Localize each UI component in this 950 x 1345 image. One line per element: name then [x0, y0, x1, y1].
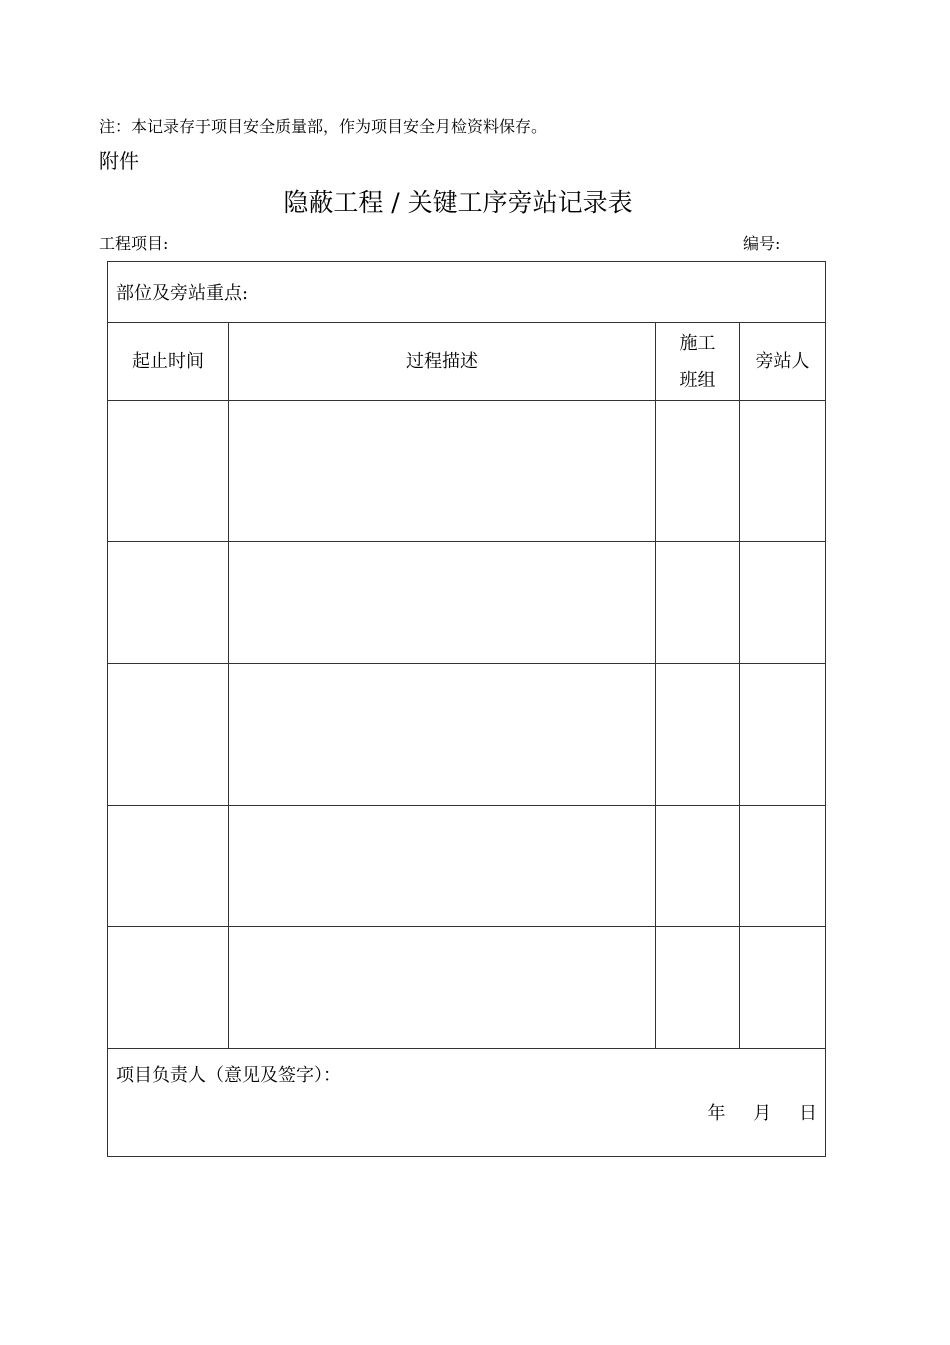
project-label: 工程项目:	[99, 234, 169, 253]
time-cell[interactable]	[108, 664, 229, 806]
team-cell[interactable]	[656, 806, 740, 927]
team-cell[interactable]	[656, 542, 740, 664]
signature-date	[686, 1099, 817, 1125]
time-cell[interactable]	[108, 806, 229, 927]
manager-signature-field[interactable]	[108, 1049, 826, 1157]
time-cell[interactable]	[108, 927, 229, 1049]
table-row	[108, 401, 826, 542]
supervisor-cell[interactable]	[740, 401, 826, 542]
description-cell[interactable]	[229, 664, 656, 806]
table-row	[108, 664, 826, 806]
supervisor-cell[interactable]	[740, 664, 826, 806]
manager-signature-label: 项目负责人（意见及签字）：	[116, 1065, 341, 1086]
supervisor-cell[interactable]	[740, 806, 826, 927]
supervisor-cell[interactable]	[740, 542, 826, 664]
table-row	[108, 927, 826, 1049]
form-title: 隐蔽工程 / 关键工序旁站记录表	[283, 188, 633, 217]
serial-number-label: 编号:	[743, 234, 781, 253]
description-cell[interactable]	[229, 806, 656, 927]
record-table	[107, 261, 826, 1157]
header-team-line1: 施工	[679, 332, 716, 354]
team-cell[interactable]	[656, 927, 740, 1049]
description-cell[interactable]	[229, 927, 656, 1049]
table-row	[108, 806, 826, 927]
date-month-label: 月	[753, 1103, 772, 1124]
description-cell[interactable]	[229, 401, 656, 542]
table-row	[108, 542, 826, 664]
time-cell[interactable]	[108, 542, 229, 664]
team-cell[interactable]	[656, 664, 740, 806]
supervisor-cell[interactable]	[740, 927, 826, 1049]
team-cell[interactable]	[656, 401, 740, 542]
date-day-label: 日	[799, 1103, 818, 1124]
header-supervisor: 旁站人	[740, 323, 826, 401]
date-year-label: 年	[707, 1103, 726, 1124]
header-construction-team	[656, 323, 740, 401]
attachment-label: 附件	[99, 149, 139, 173]
header-process-description: 过程描述	[229, 323, 656, 401]
header-time: 起止时间	[108, 323, 229, 401]
inspection-focus-field[interactable]: 部位及旁站重点:	[108, 262, 826, 323]
time-cell[interactable]	[108, 401, 229, 542]
header-team-line2: 班组	[679, 369, 716, 391]
description-cell[interactable]	[229, 542, 656, 664]
footnote: 注：本记录存于项目安全质量部，作为项目安全月检资料保存。	[99, 117, 548, 136]
